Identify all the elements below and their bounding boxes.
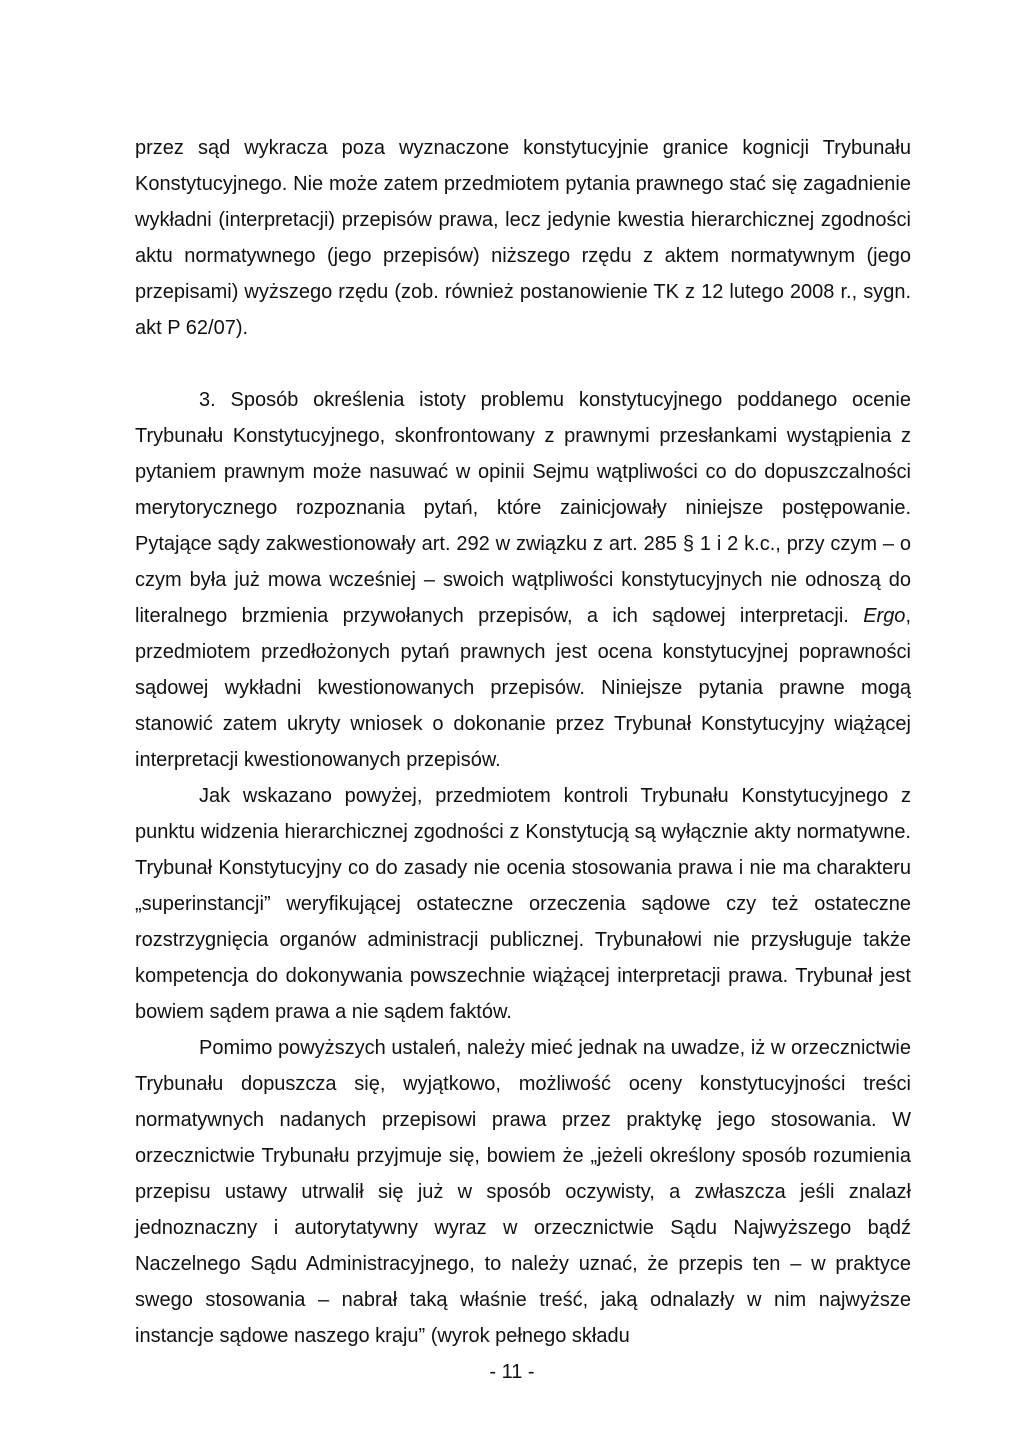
- paragraph-4: [135, 1030, 911, 1354]
- paragraph-2-italic-term: Ergo: [863, 605, 906, 627]
- paragraph-1-text: przez sąd wykracza poza wyznaczone konstytucyjnie granice kognicji Trybunału Konstytucyjnego. Nie może zatem przedmiotem pytania prawnego stać się zagadnienie wykładni (interpretacji) przepisów prawa, lecz jedynie kwestia hierarchicznej zgodności aktu normatywnego (jego przepisów) niższego rzędu z aktem normatywnym (jego przepisami) wyższego rzędu (zob. również postanowienie TK z 12 lutego 2008 r., sygn. akt P 62/07).: [135, 137, 911, 339]
- document-page: [135, 130, 911, 1354]
- paragraph-2: [135, 382, 911, 778]
- paragraph-1: [135, 130, 911, 346]
- paragraph-2-text-a: 3. Sposób określenia istoty problemu konstytucyjnego poddanego ocenie Trybunału Konstytucyjnego, skonfrontowany z prawnymi przesłankami wystąpienia z pytaniem prawnym może nasuwać w opinii Sejmu wątpliwości co do dopuszczalności merytorycznego rozpoznania pytań, które zainicjowały niniejsze postępowanie. Pytające sądy zakwestionowały art. 292 w związku z art. 285 § 1 i 2 k.c., przy czym – o czym była już mowa wcześniej – swoich wątpliwości konstytucyjnych nie odnoszą do literalnego brzmienia przywołanych przepisów, a ich sądowej interpretacji.: [135, 389, 911, 627]
- page-number: - 11 -: [489, 1361, 535, 1383]
- paragraph-3-text: Jak wskazano powyżej, przedmiotem kontroli Trybunału Konstytucyjnego z punktu widzenia hierarchicznej zgodności z Konstytucją są wyłącznie akty normatywne. Trybunał Konstytucyjny co do zasady nie ocenia stosowania prawa i nie ma charakteru „superinstancji” weryfikującej ostateczne orzeczenia sądowe czy też ostateczne rozstrzygnięcia organów administracji publicznej. Trybunałowi nie przysługuje także kompetencja do dokonywania powszechnie wiążącej interpretacji prawa. Trybunał jest bowiem sądem prawa a nie sądem faktów.: [135, 785, 911, 1023]
- paragraph-3: [135, 778, 911, 1030]
- paragraph-4-text: Pomimo powyższych ustaleń, należy mieć jednak na uwadze, iż w orzecznictwie Trybunału dopuszcza się, wyjątkowo, możliwość oceny konstytucyjności treści normatywnych nadanych przepisowi prawa przez praktykę jego stosowania. W orzecznictwie Trybunału przyjmuje się, bowiem że „jeżeli określony sposób rozumienia przepisu ustawy utrwalił się już w sposób oczywisty, a zwłaszcza jeśli znalazł jednoznaczny i autorytatywny wyraz w orzecznictwie Sądu Najwyższego bądź Naczelnego Sądu Administracyjnego, to należy uznać, że przepis ten – w praktyce swego stosowania – nabrał taką właśnie treść, jaką odnalazły w nim najwyższe instancje sądowe naszego kraju” (wyrok pełnego składu: [135, 1037, 911, 1347]
- paragraph-2-text-b: , przedmiotem przedłożonych pytań prawnych jest ocena konstytucyjnej poprawności sądowej wykładni kwestionowanych przepisów. Niniejsze pytania prawne mogą stanowić zatem ukryty wniosek o dokonanie przez Trybunał Konstytucyjny wiążącej interpretacji kwestionowanych przepisów.: [135, 605, 911, 771]
